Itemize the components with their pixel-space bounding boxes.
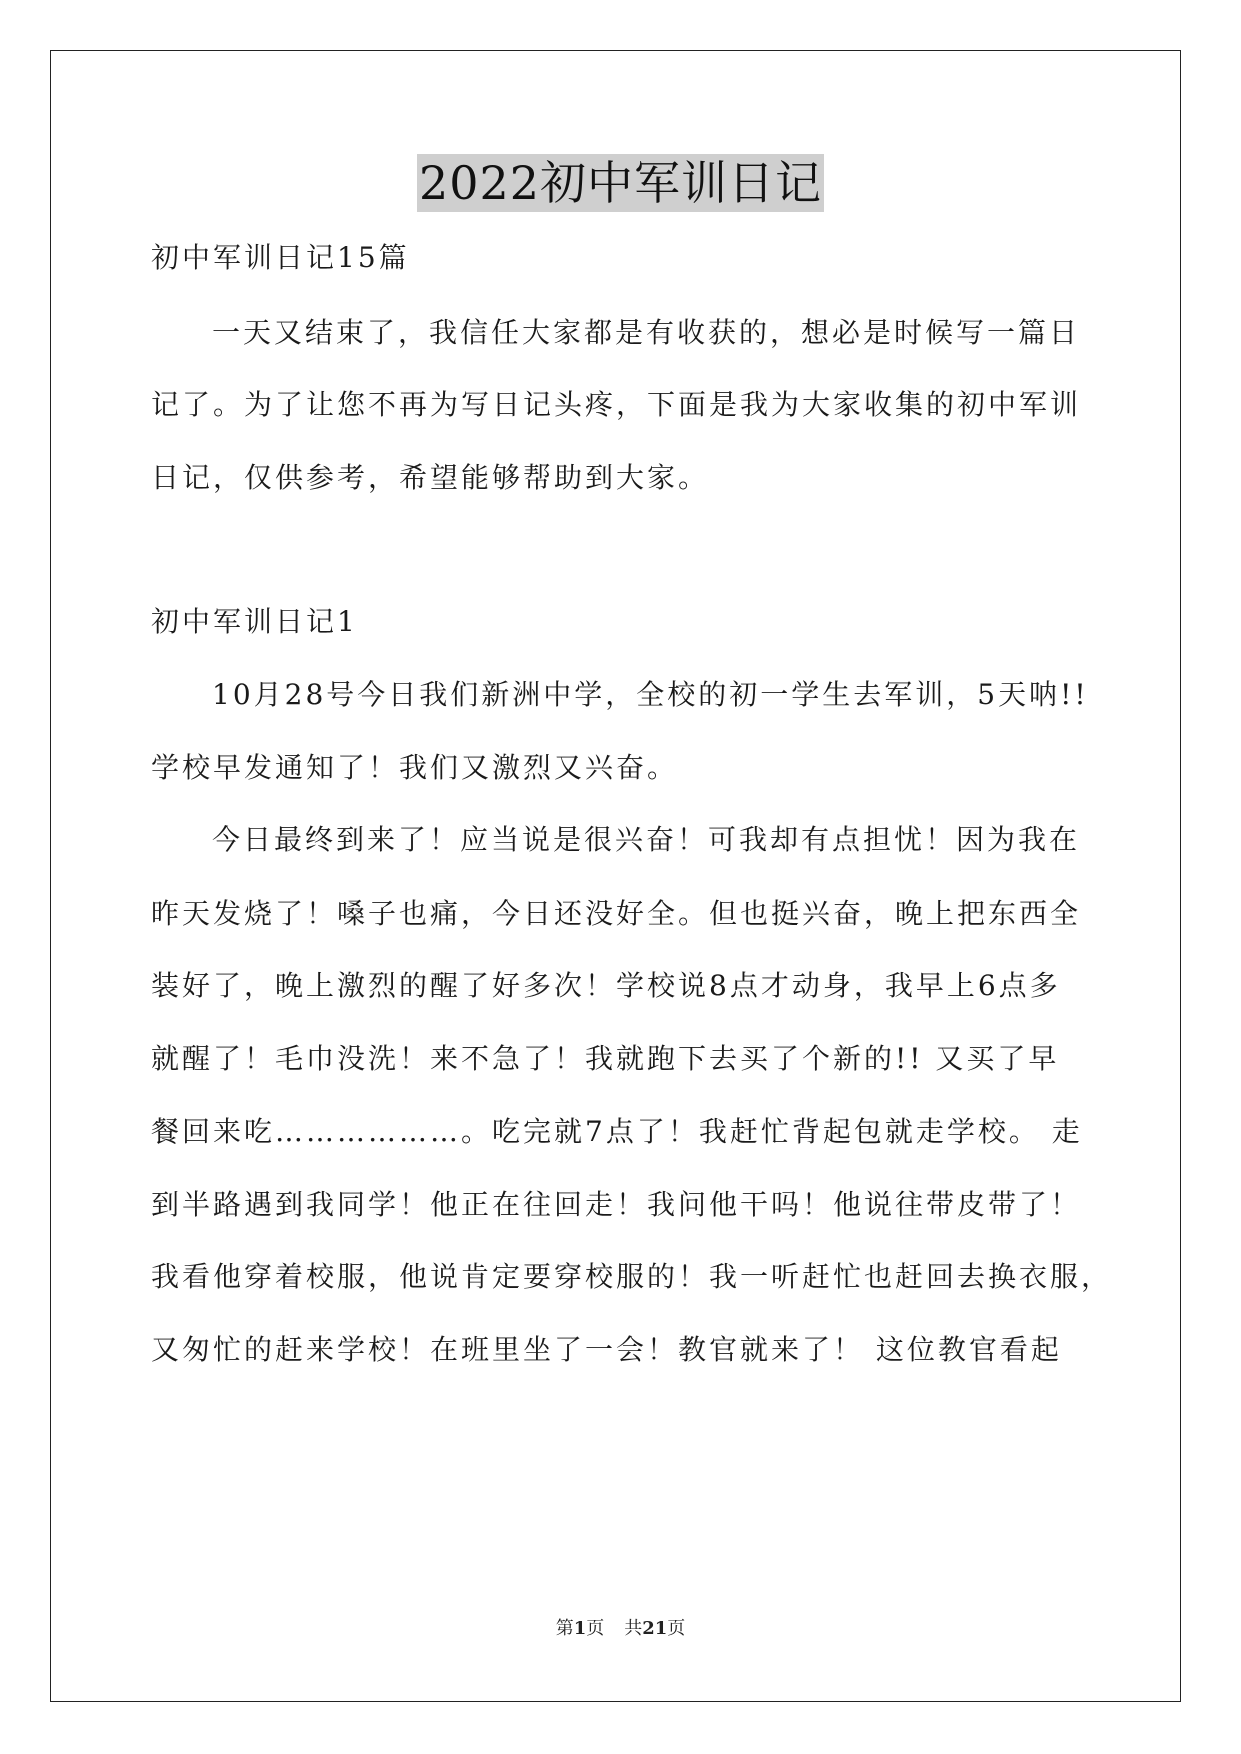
footer-total-prefix: 共 (624, 1618, 643, 1639)
intro-line-3: 日记，仅供参考，希望能够帮助到大家。 (151, 461, 710, 494)
section-heading: 初中军训日记1 (151, 605, 358, 638)
footer-page-total: 21 (642, 1618, 668, 1639)
document-title: 2022初中军训日记 (418, 156, 823, 210)
body-line-9: 我看他穿着校服，他说肯定要穿校服的！我一听赶忙也赶回去换衣服， (151, 1260, 1113, 1293)
body-line-1: 10月28号今日我们新洲中学，全校的初一学生去军训，5天呐!! (212, 678, 1089, 711)
body-line-3: 今日最终到来了！应当说是很兴奋！可我却有点担忧！因为我在 (212, 823, 1081, 856)
body-line-7: 餐回来吃………………。吃完就7点了！我赶忙背起包就走学校。 走 (151, 1115, 1083, 1148)
footer-page-prefix: 第 (555, 1618, 574, 1639)
document-subtitle: 初中军训日记15篇 (151, 241, 410, 274)
body-line-8: 到半路遇到我同学！他正在往回走！我问他干吗！他说往带皮带了！ (151, 1188, 1082, 1221)
body-line-5: 装好了，晚上激烈的醒了好多次！学校说8点才动身，我早上6点多 (151, 969, 1061, 1002)
page-border (50, 50, 1181, 1702)
page-footer (0, 1617, 1241, 1641)
body-line-6: 就醒了！毛巾没洗！来不急了！我就跑下去买了个新的!! 又买了早 (151, 1042, 1060, 1075)
footer-total-suffix: 页 (667, 1618, 686, 1639)
title-container (0, 154, 1241, 212)
footer-page-suffix: 页 (586, 1618, 605, 1639)
body-line-4: 昨天发烧了！嗓子也痛，今日还没好全。但也挺兴奋，晚上把东西全 (151, 897, 1082, 930)
intro-line-1: 一天又结束了，我信任大家都是有收获的，想必是时候写一篇日 (212, 316, 1081, 349)
footer-page-current: 1 (573, 1618, 587, 1639)
intro-line-2: 记了。为了让您不再为写日记头疼，下面是我为大家收集的初中军训 (151, 388, 1082, 421)
body-line-10: 又匆忙的赶来学校！在班里坐了一会！教官就来了！ 这位教官看起 (151, 1333, 1062, 1366)
body-line-2: 学校早发通知了！我们又激烈又兴奋。 (151, 751, 679, 784)
